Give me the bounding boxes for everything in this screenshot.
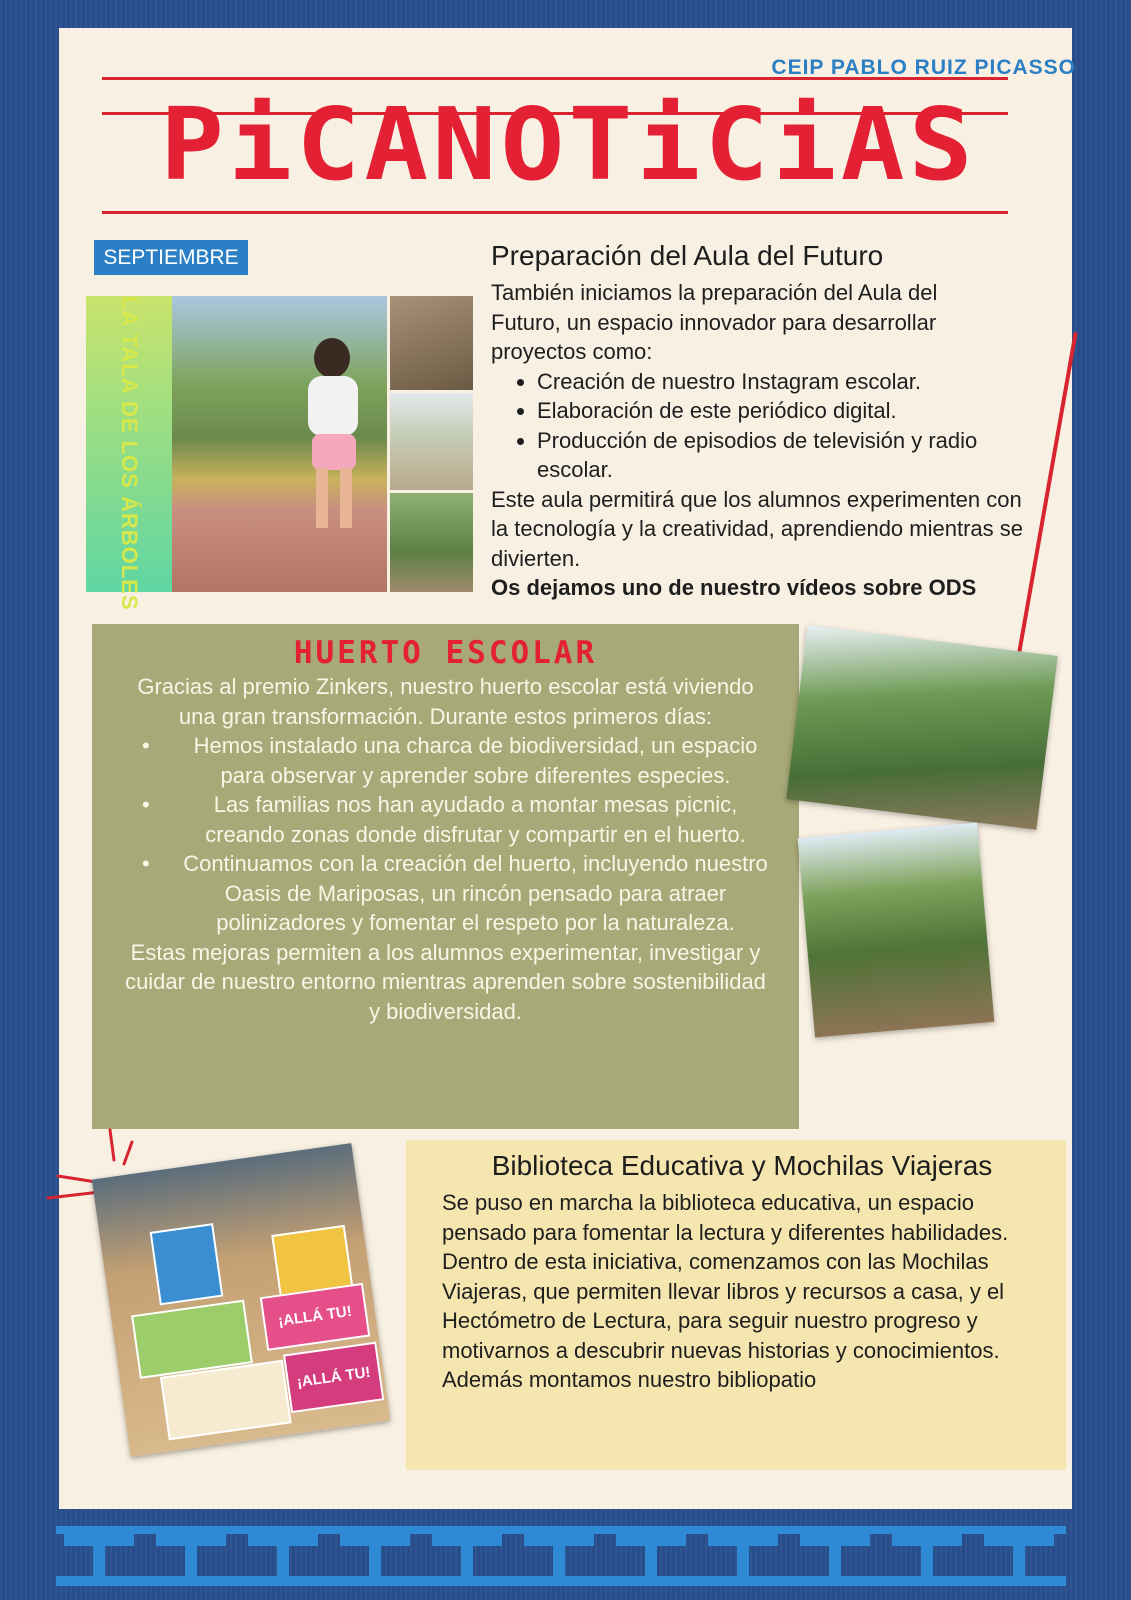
huerto-list-item (142, 790, 769, 849)
footer-glyph-stem (185, 1534, 197, 1576)
masthead-title: PiCANOTiCiAS (160, 86, 977, 203)
huerto-list-item (142, 849, 769, 938)
huerto-title: HUERTO ESCOLAR (293, 635, 598, 671)
bullet: • (142, 733, 150, 758)
aula-intro: También iniciamos la preparación del Aula del Futuro, un espacio innovador para desarrollar proyectos como: (491, 280, 938, 364)
collage-vertical-caption: LA TALA DE LOS ÁRBOLES (117, 296, 142, 611)
footer-glyph-stem (461, 1534, 473, 1576)
game-box-label: ¡ALLÁ TU! (295, 1363, 372, 1391)
tree-stump-photo (390, 296, 473, 390)
biblioteca-paragraph: Se puso en marcha la biblioteca educativa, un espacio pensado para fomentar la lectura y diferentes habilidades. (442, 1190, 1009, 1245)
bullet: • (142, 851, 150, 876)
footer-glyph-stem (93, 1534, 105, 1576)
footer-glyph-stem (737, 1534, 749, 1576)
aula-video-link[interactable]: Os dejamos uno de nuestro vídeos sobre ODS (491, 575, 977, 600)
huerto-intro: Gracias al premio Zinkers, nuestro huerto escolar está viviendo una gran transformación. Durante estos primeros días: (137, 674, 754, 729)
garden-pallet-photo (786, 625, 1057, 829)
huerto-item-text: Continuamos con la creación del huerto, incluyendo nuestro Oasis de Mariposas, un rincón pensado para atraer polinizadores y fomentar el respeto por la naturaleza. (183, 851, 768, 935)
biblioteca-paragraph: Dentro de esta iniciativa, comenzamos con las Mochilas Viajeras, que permiten llevar libros y recursos a casa, y el Hectómetro de Lectura, para seguir nuestro progreso y motivarnos a descubrir nuevas historias y conocimientos. (442, 1249, 1005, 1363)
footer-glyph-stem (645, 1534, 657, 1576)
huerto-item-text: Hemos instalado una charca de biodiversidad, un espacio para observar y aprender sobre diferentes especies. (193, 733, 758, 788)
huerto-article (92, 624, 799, 1129)
aula-futuro-article (491, 240, 1051, 603)
girl-walking-photo (172, 296, 387, 592)
game-box (260, 1283, 371, 1351)
footer-glyph-stem (369, 1534, 381, 1576)
collage-caption-strip (86, 296, 172, 611)
game-box (283, 1342, 384, 1414)
children-playground-photo (390, 393, 473, 490)
biblioteca-title: Biblioteca Educativa y Mochilas Viajeras (491, 1150, 993, 1181)
biblioteca-article (406, 1140, 1066, 1470)
aula-list (491, 367, 1051, 485)
aula-list-item: • Elaboración de este periódico digital. (537, 396, 1051, 426)
tree-felling-collage (86, 296, 473, 611)
trees-photo (390, 493, 473, 592)
footer-glyph-stem (553, 1534, 565, 1576)
huerto-outro: Estas mejoras permiten a los alumnos experimentar, investigar y cuidar de nuestro entorno mientras aprenden sobre sostenibilidad y biodiversidad. (125, 939, 766, 1024)
footer-glyph-stem (1013, 1534, 1025, 1576)
game-box (150, 1223, 224, 1305)
aula-list-item: • Producción de episodios de televisión y radio escolar. (537, 426, 1017, 485)
lower-rule (102, 211, 1008, 214)
child-figure (290, 336, 370, 536)
biblioteca-paragraph: Además montamos nuestro bibliopatio (442, 1367, 817, 1392)
month-badge: SEPTIEMBRE (94, 240, 248, 275)
footer-pattern (56, 1526, 1066, 1586)
aula-outro: Este aula permitirá que los alumnos experimenten con la tecnología y la creatividad, aprendiendo mientras se divierten. (491, 486, 1023, 571)
huerto-list (122, 731, 769, 938)
game-box-label: ¡ALLÁ TU! (277, 1302, 353, 1330)
bullet: • (142, 792, 150, 817)
school-name: CEIP PABLO RUIZ PICASSO (771, 56, 1076, 79)
aula-list-item: • Creación de nuestro Instagram escolar. (537, 367, 1051, 397)
huerto-list-item (142, 731, 769, 790)
footer-glyph-stem (829, 1534, 841, 1576)
garden-tree-photo (798, 823, 995, 1038)
footer-glyph-stem (921, 1534, 933, 1576)
aula-title: Preparación del Aula del Futuro (491, 240, 884, 271)
footer-glyph-stem (277, 1534, 289, 1576)
huerto-item-text: Las familias nos han ayudado a montar mesas picnic, creando zonas donde disfrutar y compartir en el huerto. (205, 792, 746, 847)
library-games-photo (92, 1143, 390, 1457)
